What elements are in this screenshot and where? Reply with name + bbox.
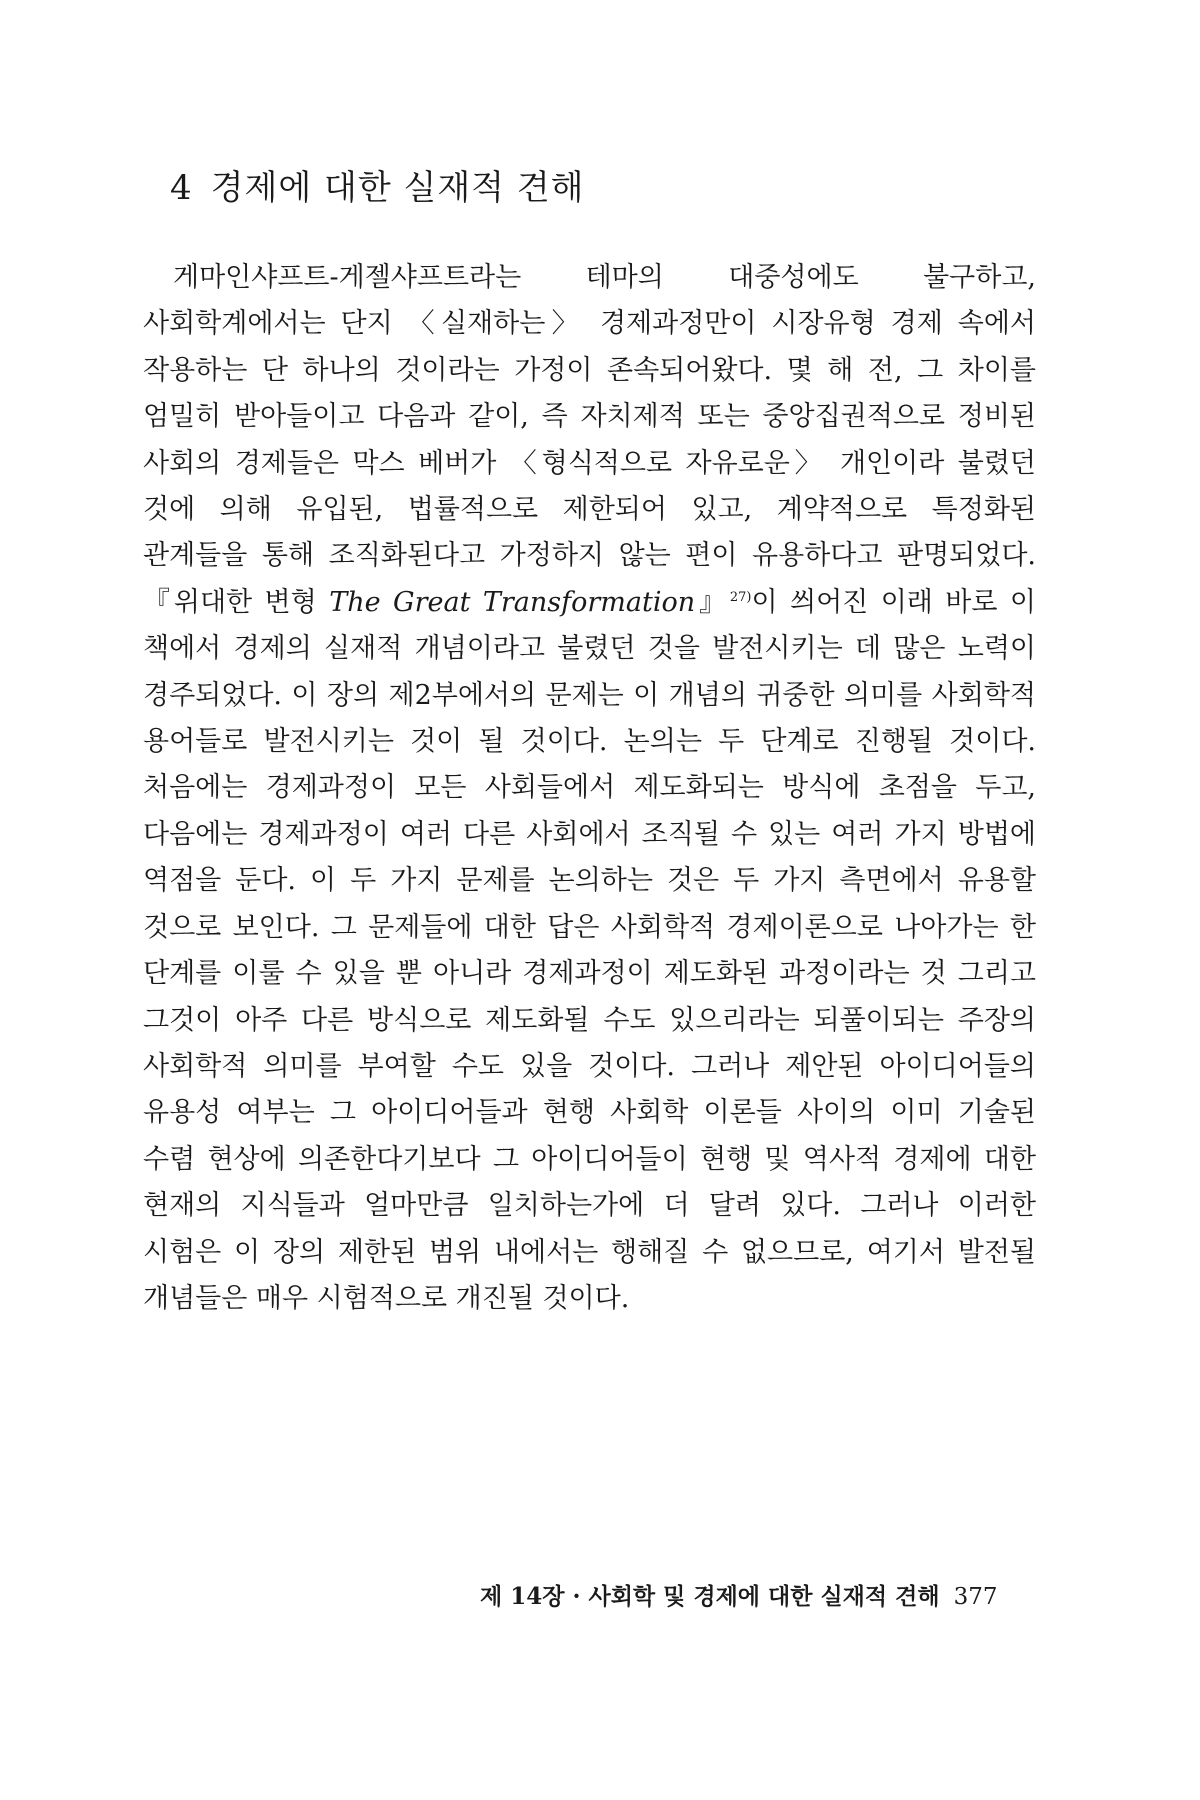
page-number: 377 bbox=[953, 1584, 998, 1610]
section-heading bbox=[170, 160, 585, 209]
section-title: 경제에 대한 실재적 견해 bbox=[210, 168, 585, 208]
body-text-part-1: 게마인샤프트-게젤샤프트라는 테마의 대중성에도 불구하고, 사회학계에서는 단지 〈실재하는〉 경제과정만이 시장유형 경제 속에서 작용하는 단 하나의 것이라는 가정이 존속되어왔다. 몇 해 전, 그 차이를 엄밀히 받아들이고 다음과 같이, 즉 자치제적 또는 중앙집권적으로 정비된 사회의 경제들은 막스 베버가 〈형식적으로 자유로운〉 개인이라 불렸던 것에 의해 유입된, 법률적으로 제한되어 있고, 계약적으로 특정화된 관계들을 통해 조직화된다고 가정하지 않는 편이 유용하다고 판명되었다. 『위대한 변형 bbox=[143, 262, 1036, 618]
body-paragraph bbox=[143, 255, 1036, 1322]
footnote-reference[interactable]: 27) bbox=[729, 589, 752, 605]
body-text-part-3: 이 씌어진 이래 바로 이 책에서 경제의 실재적 개념이라고 불렸던 것을 발전시키는 데 많은 노력이 경주되었다. 이 장의 제2부에서의 문제는 이 개념의 귀중한 의미를 사회학적 용어들로 발전시키는 것이 될 것이다. 논의는 두 단계로 진행될 것이다. 처음에는 경제과정이 모든 사회들에서 제도화되는 방식에 초점을 두고, 다음에는 경제과정이 여러 다른 사회에서 조직될 수 있는 여러 가지 방법에 역점을 둔다. 이 두 가지 문제를 논의하는 것은 두 가지 측면에서 유용할 것으로 보인다. 그 문제들에 대한 답은 사회학적 경제이론으로 나아가는 한 단계를 이룰 수 있을 뿐 아니라 경제과정이 제도화된 과정이라는 것 그리고 그것이 아주 다른 방식으로 제도화될 수도 있으리라는 되풀이되는 주장의 사회학적 의미를 부여할 수도 있을 것이다. 그러나 제안된 아이디어들의 유용성 여부는 그 아이디어들과 현행 사회학 이론들 사이의 이미 기술된 수렴 현상에 의존한다기보다 그 아이디어들이 현행 및 역사적 경제에 대한 현재의 지식들과 얼마만큼 일치하는가에 더 달려 있다. 그러나 이러한 시험은 이 장의 제한된 범위 내에서는 행해질 수 없으므로, 여기서 발전될 개념들은 매우 시험적으로 개진될 것이다. bbox=[143, 586, 1037, 1314]
book-title-english: The Great Transformation bbox=[329, 586, 696, 618]
running-footer bbox=[480, 1578, 997, 1611]
book-title-close-bracket: 』 bbox=[695, 586, 730, 618]
section-number: 4 bbox=[170, 168, 193, 208]
running-title: 제 14장 · 사회학 및 경제에 대한 실재적 견해 bbox=[480, 1583, 940, 1610]
